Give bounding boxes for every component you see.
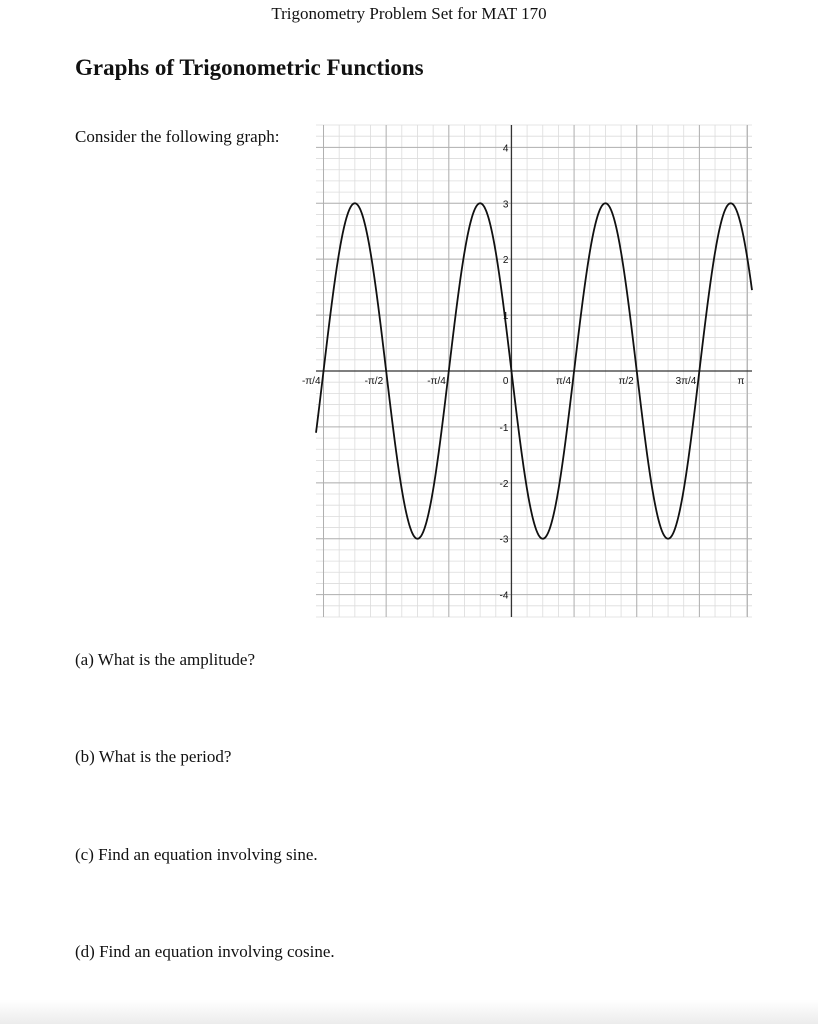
x-tick-label: -π/4 [301,376,321,387]
problem-intro: Consider the following graph: [75,127,280,146]
y-tick-label: -1 [499,422,509,434]
y-tick-label: 2 [502,255,509,267]
question-b: (b) What is the period? [75,747,232,766]
y-tick-label: 1 [502,311,509,323]
x-tick-label: 0 [502,376,509,387]
axes [316,125,752,617]
y-tick-label: 3 [502,199,509,211]
x-tick-label: -π/2 [364,376,384,387]
x-tick-label: -π/4 [427,376,446,387]
x-tick-labels [302,376,745,387]
y-tick-labels [500,143,509,601]
y-tick-label: -4 [499,590,509,602]
x-tick-label: π/2 [618,376,634,387]
y-tick-label: 4 [502,143,509,155]
section-title: Graphs of Trigonometric Functions [75,55,424,80]
sinusoid-graph [301,125,752,617]
question-d: (d) Find an equation involving cosine. [75,942,335,961]
page-bottom-shadow [0,1000,818,1024]
document-header: Trigonometry Problem Set for MAT 170 [271,4,547,23]
x-tick-label: π [737,376,745,387]
y-tick-label: -3 [499,534,509,546]
question-c: (c) Find an equation involving sine. [75,845,318,864]
x-tick-label: π/4 [555,376,572,387]
question-a: (a) What is the amplitude? [75,650,256,669]
x-tick-label: 3π/4 [675,376,697,387]
y-tick-label: -2 [499,478,509,490]
